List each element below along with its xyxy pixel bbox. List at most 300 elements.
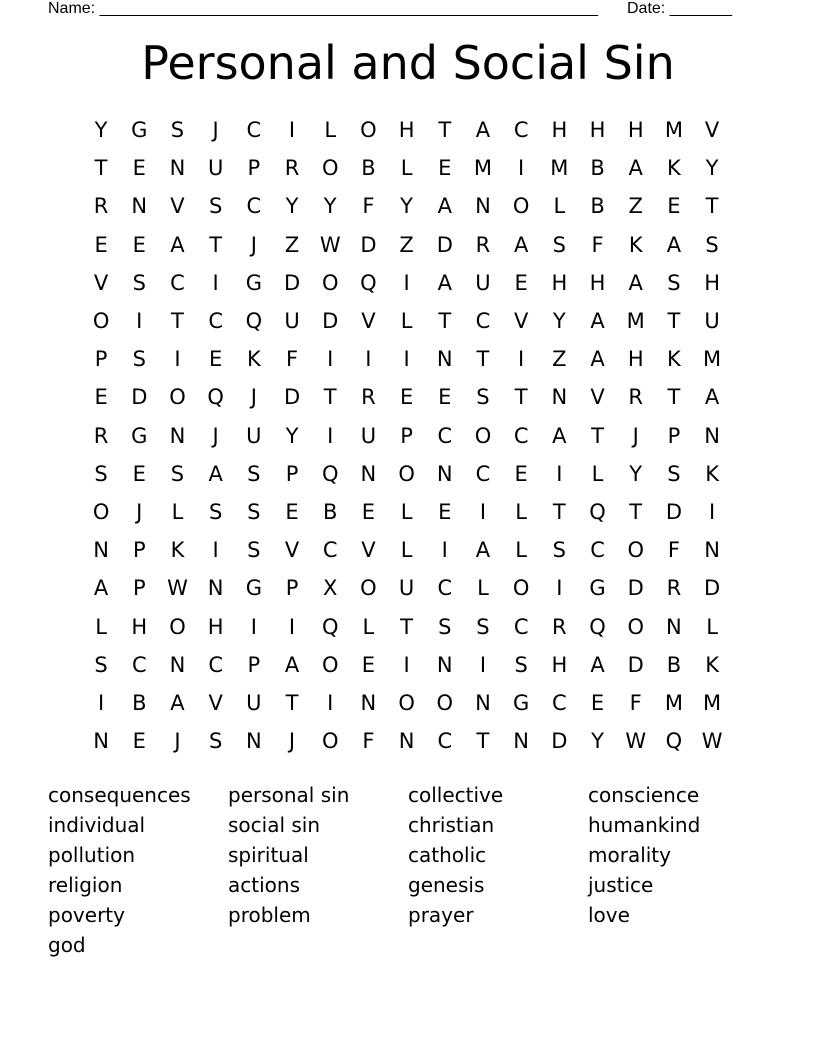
grid-letter: I xyxy=(327,690,334,715)
grid-letter: A xyxy=(628,156,643,181)
grid-letter: Y xyxy=(94,118,108,143)
grid-letter: I xyxy=(518,156,525,181)
grid-letter: I xyxy=(327,423,334,448)
grid-letter: A xyxy=(93,576,109,601)
grid-letter: S xyxy=(705,232,719,257)
grid-letter: W xyxy=(701,729,723,754)
grid-letter: P xyxy=(400,423,413,448)
grid-letter: Q xyxy=(245,309,263,334)
grid-letter: S xyxy=(667,461,681,486)
grid-letter: E xyxy=(94,232,108,257)
grid-letter: I xyxy=(479,652,487,677)
grid-letter: S xyxy=(514,652,528,677)
grid-letter: P xyxy=(132,576,146,601)
grid-letter: P xyxy=(247,156,261,181)
grid-letter: T xyxy=(476,729,490,754)
word-list-item: christian xyxy=(408,813,495,837)
grid-letter: E xyxy=(361,499,376,524)
grid-letter: I xyxy=(136,309,143,334)
grid-letter: F xyxy=(629,690,642,715)
grid-letter: Y xyxy=(323,194,337,219)
grid-letter: D xyxy=(436,232,453,257)
grid-letter: Z xyxy=(628,194,643,219)
word-list-item: social sin xyxy=(228,813,321,837)
grid-letter: R xyxy=(666,576,682,601)
grid-letter: O xyxy=(398,461,415,486)
grid-letter: N xyxy=(169,156,186,181)
grid-letter: L xyxy=(553,194,566,219)
word-list xyxy=(48,780,768,960)
grid-letter: W xyxy=(625,729,647,754)
grid-letter: Y xyxy=(591,729,604,754)
grid-letter: E xyxy=(514,461,528,486)
grid-letter: T xyxy=(552,499,566,524)
grid-letter: L xyxy=(515,538,527,563)
grid-letter: A xyxy=(590,347,605,372)
grid-letter: O xyxy=(627,614,644,639)
grid-letter: N xyxy=(436,347,453,372)
grid-letter: R xyxy=(361,385,376,410)
grid-letter: T xyxy=(171,309,184,334)
grid-letter: O xyxy=(474,423,492,448)
grid-letter: N xyxy=(169,423,186,448)
grid-letter: H xyxy=(551,270,568,295)
grid-letter: L xyxy=(706,614,718,639)
grid-letter: J xyxy=(212,423,219,448)
grid-letter: E xyxy=(361,652,376,677)
grid-letter: O xyxy=(92,309,110,334)
grid-letter: L xyxy=(400,309,413,334)
grid-letter: A xyxy=(590,309,605,334)
grid-letter: A xyxy=(628,270,643,295)
grid-letter: I xyxy=(518,347,525,372)
grid-letter: C xyxy=(513,614,529,639)
grid-letter: I xyxy=(441,538,448,563)
grid-letter: C xyxy=(590,538,605,563)
grid-letter: F xyxy=(667,538,680,563)
grid-letter: U xyxy=(360,423,377,448)
grid-letter: L xyxy=(400,499,413,524)
grid-letter: I xyxy=(174,347,181,372)
grid-letter: K xyxy=(667,156,681,181)
grid-letter: E xyxy=(667,194,681,219)
grid-letter: D xyxy=(360,232,377,257)
word-list-item: religion xyxy=(48,873,123,897)
grid-letter: D xyxy=(704,576,721,601)
grid-letter: B xyxy=(590,194,605,219)
grid-letter: I xyxy=(403,270,410,295)
grid-letter: R xyxy=(284,156,300,181)
grid-letter: V xyxy=(93,270,109,295)
grid-letter: M xyxy=(550,156,569,181)
word-list-item: conscience xyxy=(588,783,700,807)
grid-letter: S xyxy=(132,347,146,372)
grid-letter: V xyxy=(208,690,223,715)
grid-letter: U xyxy=(398,576,415,601)
grid-letter: N xyxy=(207,576,224,601)
header-line xyxy=(48,0,748,20)
grid-letter: O xyxy=(627,538,644,563)
grid-letter: E xyxy=(209,347,223,372)
grid-letter: S xyxy=(170,461,185,486)
grid-letter: N xyxy=(475,690,491,715)
grid-letter: C xyxy=(475,309,491,334)
grid-letter: N xyxy=(475,194,491,219)
grid-letter: F xyxy=(362,194,375,219)
grid-letter: N xyxy=(513,729,530,754)
grid-letter: C xyxy=(437,729,453,754)
grid-letter: E xyxy=(132,729,146,754)
grid-letter: B xyxy=(590,156,605,181)
grid-letter: C xyxy=(131,652,147,677)
grid-letter: J xyxy=(250,385,257,410)
grid-letter: E xyxy=(438,499,452,524)
grid-letter: E xyxy=(514,270,528,295)
grid-letter: Z xyxy=(552,347,567,372)
grid-letter: H xyxy=(551,118,568,143)
grid-letter: N xyxy=(436,652,453,677)
word-list-item: prayer xyxy=(408,903,474,927)
grid-letter: C xyxy=(552,690,567,715)
grid-letter: L xyxy=(362,614,375,639)
grid-letter: V xyxy=(590,385,605,410)
word-list-item: genesis xyxy=(408,873,485,897)
grid-letter: A xyxy=(437,194,452,219)
grid-letter: O xyxy=(360,576,377,601)
grid-letter: H xyxy=(207,614,224,639)
grid-letter: C xyxy=(246,118,262,143)
grid-letter: V xyxy=(704,118,720,143)
grid-letter: N xyxy=(436,461,453,486)
grid-letter: O xyxy=(398,690,415,715)
grid-letter: Q xyxy=(207,385,224,410)
grid-letter: O xyxy=(436,690,454,715)
word-list-item: humankind xyxy=(588,813,701,837)
grid-letter: D xyxy=(283,385,301,410)
grid-letter: L xyxy=(171,499,184,524)
grid-letter: G xyxy=(131,118,148,143)
grid-letter: O xyxy=(512,194,530,219)
grid-letter: O xyxy=(321,729,339,754)
grid-letter: S xyxy=(247,499,261,524)
grid-letter: N xyxy=(360,461,377,486)
grid-letter: N xyxy=(704,423,720,448)
grid-letter: S xyxy=(94,652,108,677)
grid-letter: K xyxy=(170,538,185,563)
grid-letter: J xyxy=(288,729,296,754)
grid-letter: G xyxy=(131,423,148,448)
grid-letter: E xyxy=(132,461,146,486)
grid-letter: M xyxy=(703,347,722,372)
grid-letter: F xyxy=(591,232,604,257)
grid-letter: N xyxy=(704,538,720,563)
word-list-item: poverty xyxy=(48,903,125,927)
grid-letter: T xyxy=(438,309,452,334)
grid-letter: R xyxy=(628,385,644,410)
word-list-item: individual xyxy=(48,813,146,837)
grid-letter: O xyxy=(360,118,377,143)
word-list-item: love xyxy=(588,903,630,927)
grid-letter: K xyxy=(705,652,719,677)
grid-letter: O xyxy=(169,614,186,639)
grid-letter: P xyxy=(132,538,146,563)
word-list-item: god xyxy=(48,933,86,957)
grid-letter: I xyxy=(288,614,296,639)
grid-letter: K xyxy=(705,461,719,486)
grid-letter: T xyxy=(667,385,681,410)
grid-letter: M xyxy=(626,309,645,334)
grid-letter: C xyxy=(437,576,453,601)
grid-letter: A xyxy=(284,652,300,677)
grid-letter: V xyxy=(361,538,376,563)
grid-letter: I xyxy=(212,270,219,295)
grid-letter: Y xyxy=(705,156,719,181)
word-list-item: problem xyxy=(228,903,311,927)
grid-letter: K xyxy=(628,232,643,257)
word-list-item: catholic xyxy=(408,843,487,867)
grid-letter: A xyxy=(666,232,682,257)
grid-letter: R xyxy=(475,232,491,257)
grid-letter: H xyxy=(131,614,148,639)
grid-letter: S xyxy=(438,614,452,639)
grid-letter: P xyxy=(94,347,108,372)
grid-letter: E xyxy=(438,385,452,410)
grid-letter: G xyxy=(513,690,530,715)
grid-letter: R xyxy=(93,423,109,448)
grid-letter: Y xyxy=(285,194,299,219)
grid-letter: S xyxy=(170,118,185,143)
grid-letter: S xyxy=(208,729,223,754)
grid-letter: Q xyxy=(360,270,377,295)
grid-letter: J xyxy=(632,423,639,448)
grid-letter: U xyxy=(475,270,491,295)
grid-letter: L xyxy=(477,576,489,601)
grid-letter: G xyxy=(245,270,262,295)
grid-letter: I xyxy=(327,347,334,372)
grid-letter: I xyxy=(479,499,487,524)
grid-letter: H xyxy=(627,118,644,143)
grid-letter: H xyxy=(551,652,568,677)
grid-letter: E xyxy=(438,156,452,181)
grid-letter: Y xyxy=(552,309,566,334)
grid-letter: T xyxy=(629,499,643,524)
grid-letter: A xyxy=(437,270,452,295)
grid-letter: O xyxy=(169,385,186,410)
grid-letter: Q xyxy=(321,461,339,486)
name-field-label[interactable]: Name: ________________________________________________________ xyxy=(48,0,598,17)
grid-letter: N xyxy=(666,614,682,639)
grid-letter: V xyxy=(513,309,529,334)
grid-letter: A xyxy=(170,690,185,715)
grid-letter: L xyxy=(400,156,413,181)
grid-letter: Y xyxy=(629,461,643,486)
grid-letter: A xyxy=(208,461,223,486)
grid-letter: I xyxy=(365,347,372,372)
grid-letter: L xyxy=(95,614,107,639)
grid-letter: A xyxy=(475,538,491,563)
grid-letter: Z xyxy=(284,232,300,257)
grid-letter: T xyxy=(667,309,681,334)
grid-letter: L xyxy=(591,461,604,486)
grid-letter: C xyxy=(170,270,185,295)
grid-letter: S xyxy=(476,614,490,639)
grid-letter: A xyxy=(590,652,605,677)
grid-letter: T xyxy=(94,156,108,181)
grid-letter: D xyxy=(322,309,339,334)
grid-letter: E xyxy=(132,232,146,257)
grid-letter: T xyxy=(285,690,299,715)
grid-letter: S xyxy=(208,194,223,219)
grid-letter: K xyxy=(246,347,261,372)
grid-letter: A xyxy=(552,423,567,448)
grid-letter: N xyxy=(398,729,415,754)
date-field-label[interactable]: Date: _______ xyxy=(627,0,732,17)
grid-letter: B xyxy=(666,652,682,677)
grid-letter: I xyxy=(708,499,716,524)
grid-letter: U xyxy=(704,309,720,334)
grid-letter: I xyxy=(97,690,105,715)
grid-letter: O xyxy=(92,499,110,524)
grid-letter: O xyxy=(321,270,339,295)
word-list-item: justice xyxy=(588,873,654,897)
grid-letter: L xyxy=(515,499,527,524)
grid-letter: S xyxy=(552,538,567,563)
grid-letter: N xyxy=(93,538,109,563)
grid-letter: C xyxy=(475,461,491,486)
grid-letter: C xyxy=(246,194,262,219)
grid-letter: H xyxy=(704,270,720,295)
word-list-item: morality xyxy=(588,843,671,867)
word-list-item: pollution xyxy=(48,843,136,867)
grid-letter: J xyxy=(136,499,143,524)
grid-letter: D xyxy=(551,729,568,754)
grid-letter: U xyxy=(246,423,262,448)
grid-letter: C xyxy=(513,118,529,143)
grid-letter: D xyxy=(283,270,301,295)
grid-letter: B xyxy=(323,499,338,524)
grid-letter: O xyxy=(512,576,530,601)
grid-letter: L xyxy=(400,538,413,563)
grid-letter: T xyxy=(705,194,719,219)
grid-letter: S xyxy=(132,270,146,295)
grid-letter: Z xyxy=(399,232,414,257)
grid-letter: T xyxy=(209,232,223,257)
grid-letter: D xyxy=(131,385,148,410)
grid-letter: S xyxy=(94,461,108,486)
grid-letter: E xyxy=(399,385,414,410)
grid-letter: R xyxy=(93,194,109,219)
grid-letter: D xyxy=(627,652,644,677)
grid-letter: I xyxy=(403,652,410,677)
grid-letter: S xyxy=(476,385,490,410)
grid-letter: G xyxy=(245,576,262,601)
grid-letter: Q xyxy=(589,499,606,524)
grid-letter: X xyxy=(323,576,338,601)
grid-letter: A xyxy=(170,232,185,257)
grid-letter: S xyxy=(552,232,567,257)
grid-letter: A xyxy=(704,385,720,410)
grid-letter: L xyxy=(324,118,337,143)
grid-letter: C xyxy=(437,423,453,448)
grid-letter: I xyxy=(556,576,563,601)
grid-letter: M xyxy=(664,118,683,143)
grid-letter: C xyxy=(513,423,529,448)
grid-letter: I xyxy=(288,118,296,143)
grid-letter: P xyxy=(285,461,299,486)
grid-letter: S xyxy=(667,270,681,295)
grid-letter: T xyxy=(591,423,604,448)
grid-letter: U xyxy=(207,156,224,181)
word-list-item: collective xyxy=(408,783,504,807)
grid-letter: J xyxy=(250,232,257,257)
grid-letter: N xyxy=(245,729,262,754)
word-list-item: personal sin xyxy=(228,783,350,807)
grid-letter: W xyxy=(167,576,188,601)
grid-letter: S xyxy=(247,538,261,563)
grid-letter: R xyxy=(552,614,567,639)
grid-letter: J xyxy=(212,118,219,143)
grid-letter: M xyxy=(703,690,722,715)
grid-letter: I xyxy=(250,614,257,639)
page-title: Personal and Social Sin xyxy=(141,36,675,90)
grid-letter: H xyxy=(398,118,415,143)
grid-letter: O xyxy=(321,156,339,181)
grid-letter: N xyxy=(360,690,377,715)
grid-letter: Q xyxy=(665,729,683,754)
grid-letter: H xyxy=(589,118,606,143)
grid-letter: F xyxy=(362,729,375,754)
grid-letter: F xyxy=(285,347,299,372)
grid-letter: Q xyxy=(589,614,606,639)
grid-letter: Y xyxy=(400,194,413,219)
grid-letter: H xyxy=(589,270,606,295)
grid-letter: E xyxy=(94,385,108,410)
grid-letter: I xyxy=(556,461,563,486)
grid-letter: I xyxy=(403,347,410,372)
grid-letter: E xyxy=(132,156,146,181)
grid-letter: M xyxy=(664,690,683,715)
grid-letter: I xyxy=(212,538,219,563)
grid-letter: C xyxy=(322,538,338,563)
grid-letter: U xyxy=(246,690,262,715)
grid-letter: B xyxy=(361,156,376,181)
grid-letter: W xyxy=(319,232,341,257)
grid-letter: Y xyxy=(285,423,299,448)
grid-letter: N xyxy=(131,194,148,219)
grid-letter: T xyxy=(400,614,413,639)
grid-letter: T xyxy=(514,385,528,410)
grid-letter: Q xyxy=(321,614,339,639)
word-list-item: spiritual xyxy=(228,843,309,867)
grid-letter: J xyxy=(174,729,181,754)
grid-letter: S xyxy=(208,499,223,524)
grid-letter: G xyxy=(589,576,606,601)
grid-letter: V xyxy=(284,538,300,563)
grid-letter: B xyxy=(132,690,147,715)
grid-letter: V xyxy=(170,194,185,219)
grid-letter: S xyxy=(247,461,261,486)
grid-letter: P xyxy=(247,652,261,677)
grid-letter: A xyxy=(513,232,529,257)
grid-letter: C xyxy=(208,652,223,677)
grid-letter: C xyxy=(208,309,223,334)
grid-letter: T xyxy=(438,118,452,143)
grid-letter: T xyxy=(323,385,337,410)
grid-letter: P xyxy=(285,576,299,601)
grid-letter: K xyxy=(667,347,681,372)
grid-letter: N xyxy=(93,729,109,754)
grid-letter: D xyxy=(665,499,682,524)
